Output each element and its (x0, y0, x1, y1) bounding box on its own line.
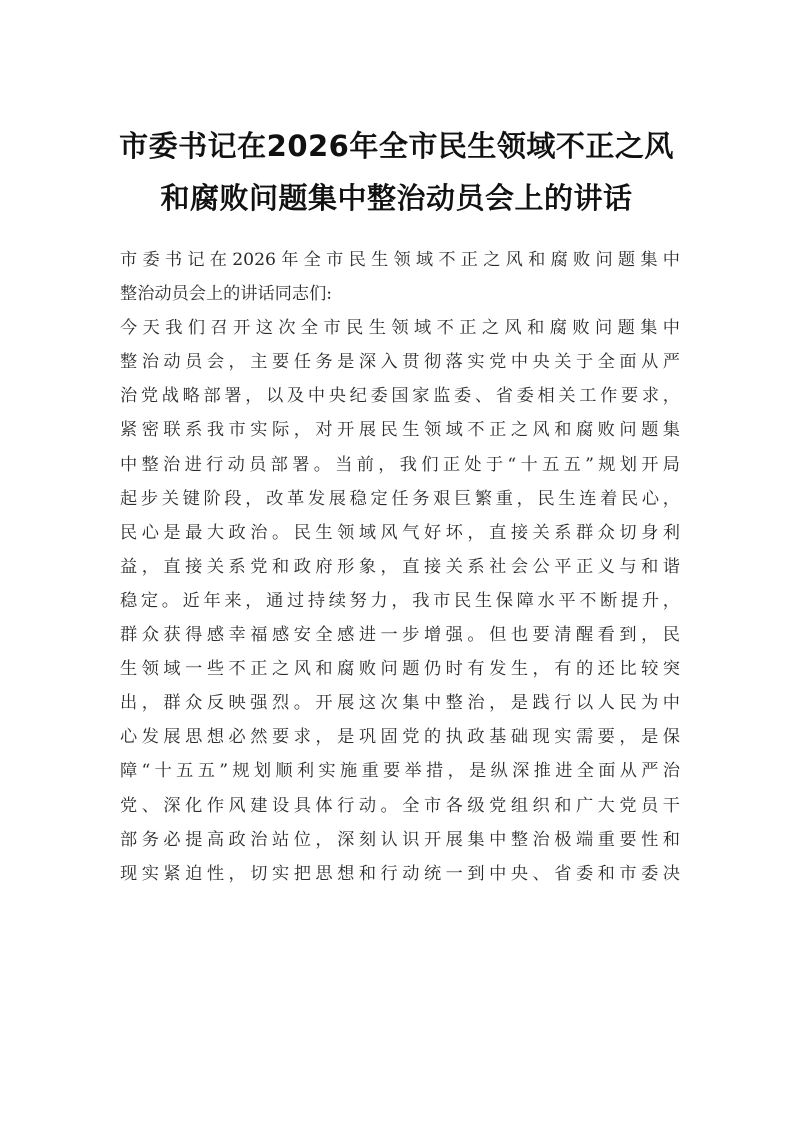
body-line: 中整治进行动员部署。当前，我们正处于“十五五”规划开局 (120, 454, 680, 475)
body-line: 紧密联系我市实际，对开展民生领域不正之风和腐败问题集 (120, 420, 680, 441)
body-line: 现实紧迫性，切实把思想和行动统一到中央、省委和市委决 (120, 863, 680, 884)
body-line: 起步关键阶段，改革发展稳定任务艰巨繁重，民生连着民心， (120, 488, 680, 509)
body-line: 治党战略部署，以及中央纪委国家监委、省委相关工作要求， (120, 386, 680, 407)
body-line: 民心是最大政治。民生领域风气好坏，直接关系群众切身利 (120, 522, 680, 543)
document-body (120, 243, 680, 891)
body-line: 生领域一些不正之风和腐败问题仍时有发生，有的还比较突 (120, 659, 680, 680)
intro-line: 整治动员会上的讲话同志们: (120, 284, 333, 305)
body-line: 心发展思想必然要求，是巩固党的执政基础现实需要，是保 (120, 727, 680, 748)
body-line: 稳定。近年来，通过持续努力，我市民生保障水平不断提升， (120, 590, 680, 611)
body-line: 益，直接关系党和政府形象，直接关系社会公平正义与和谐 (120, 556, 680, 577)
body-line: 党、深化作风建设具体行动。全市各级党组织和广大党员干 (120, 795, 680, 816)
intro-line: 市委书记在2026年全市民生领域不正之风和腐败问题集中 (120, 250, 680, 270)
body-line: 出，群众反映强烈。开展这次集中整治，是践行以人民为中 (120, 693, 680, 714)
document-title (96, 120, 697, 224)
title-line: 和腐败问题集中整治动员会上的讲话 (160, 181, 633, 215)
body-line: 整治动员会，主要任务是深入贯彻落实党中央关于全面从严 (120, 352, 680, 373)
body-line: 障“十五五”规划顺利实施重要举措，是纵深推进全面从严治 (120, 761, 680, 782)
body-line: 群众获得感幸福感安全感进一步增强。但也要清醒看到，民 (120, 625, 680, 646)
title-line: 市委书记在2026年全市民生领域不正之风 (119, 129, 674, 163)
body-line: 部务必提高政治站位，深刻认识开展集中整治极端重要性和 (120, 829, 680, 850)
body-line: 今天我们召开这次全市民生领域不正之风和腐败问题集中 (120, 318, 680, 339)
